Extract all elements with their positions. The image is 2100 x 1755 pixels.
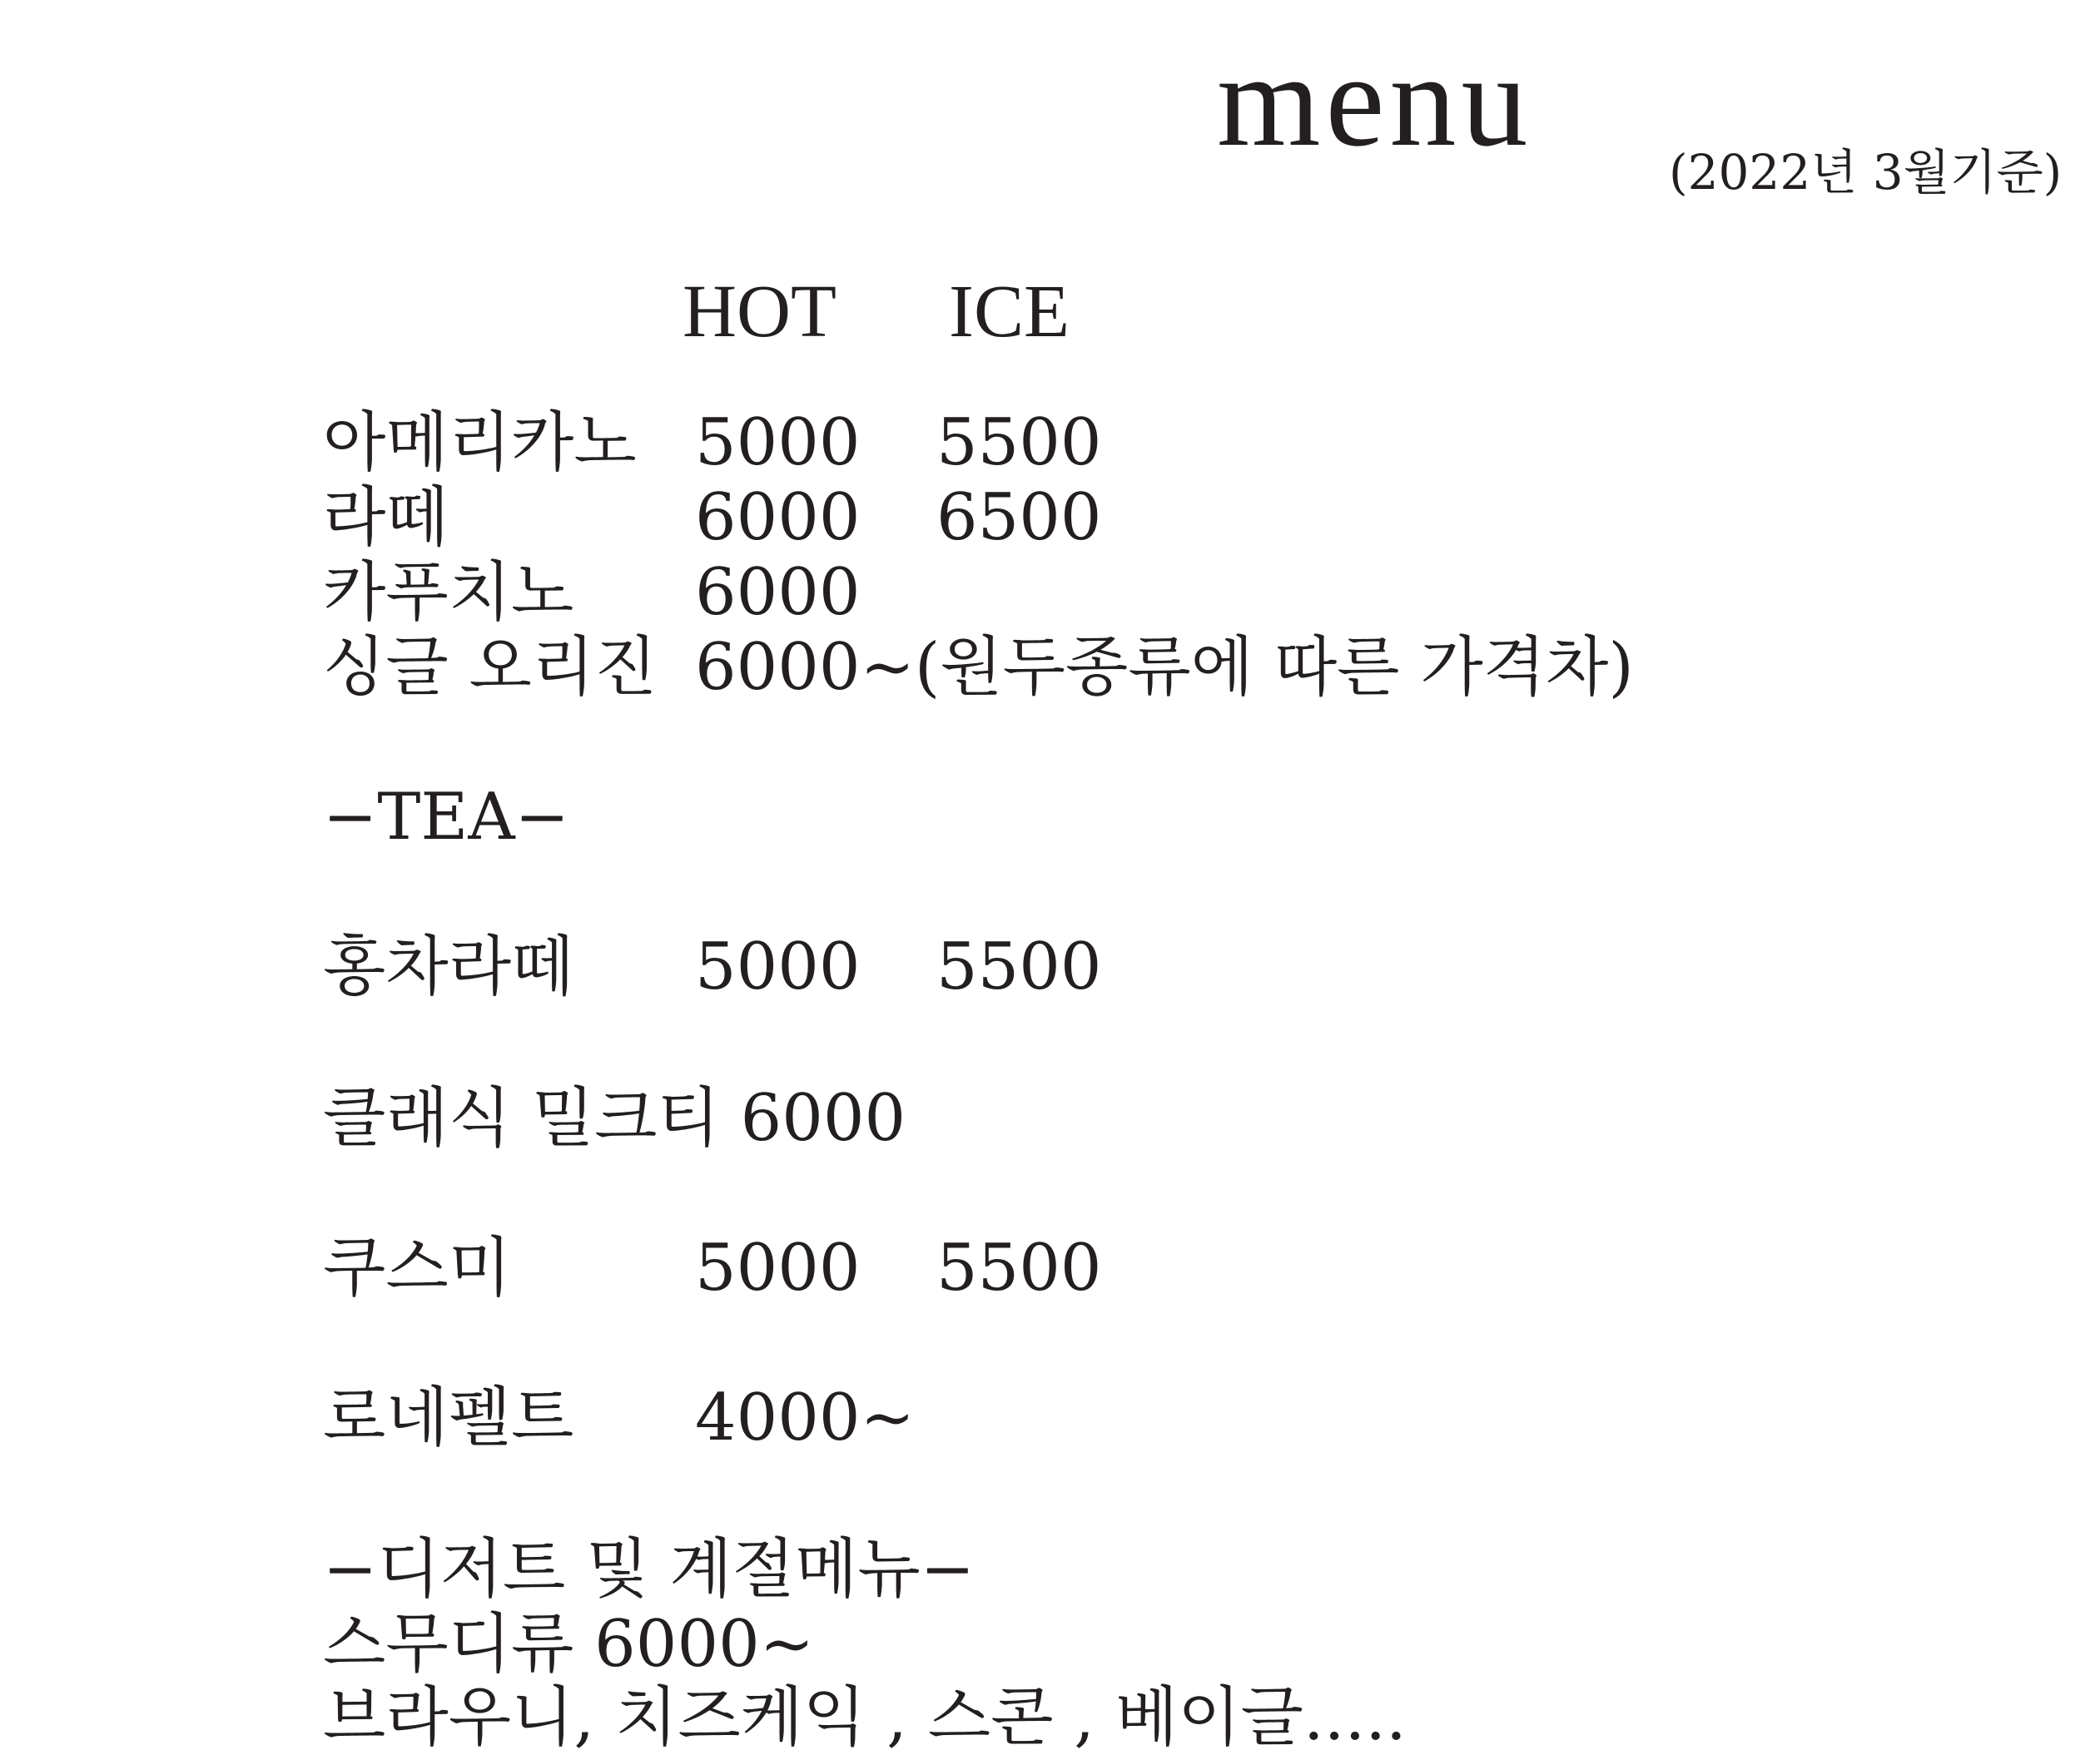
dessert-line: 스무디류 6000~	[323, 1607, 815, 1682]
menu-item-name: 홍차라떼	[323, 930, 574, 1004]
hot-price: 4000~	[695, 1381, 915, 1455]
menu-title: menu	[1217, 26, 1533, 174]
ice-price: 5500	[936, 405, 1102, 480]
column-header-hot: HOT	[683, 270, 837, 353]
menu-item-name: 쿠스미	[323, 1231, 512, 1306]
price-date-note: (2022년 3월기준)	[1669, 144, 2063, 201]
column-header-ice: ICE	[949, 270, 1070, 353]
hot-price: 5000	[695, 1231, 861, 1306]
tea-section-header: −TEA−	[323, 780, 570, 855]
hot-price: 5000	[695, 930, 861, 1004]
dessert-line: 브라우니, 치즈케익 , 스콘 , 베이글.....	[323, 1680, 1407, 1755]
dessert-section-header: −디저트 및 계절메뉴−	[323, 1532, 976, 1607]
hot-price: 5000	[695, 405, 861, 480]
ice-price: 6500	[936, 480, 1102, 555]
hot-price: 6000	[695, 480, 861, 555]
ice-price: 5500	[936, 930, 1102, 1004]
hot-price: 6000~(원두종류에 따른 가격차)	[695, 630, 1634, 705]
menu-item-line: 클래식 밀크티 6000	[323, 1081, 906, 1156]
hot-price: 6000	[695, 555, 861, 630]
menu-item-name: 카푸치노	[323, 555, 574, 630]
menu-item-name: 로네펠트	[323, 1381, 574, 1455]
ice-price: 5500	[936, 1231, 1102, 1306]
menu-item-name: 아메리카노	[323, 405, 637, 480]
menu-item-name: 라떼	[323, 480, 449, 555]
menu-item-name: 싱글 오리진	[323, 630, 658, 705]
